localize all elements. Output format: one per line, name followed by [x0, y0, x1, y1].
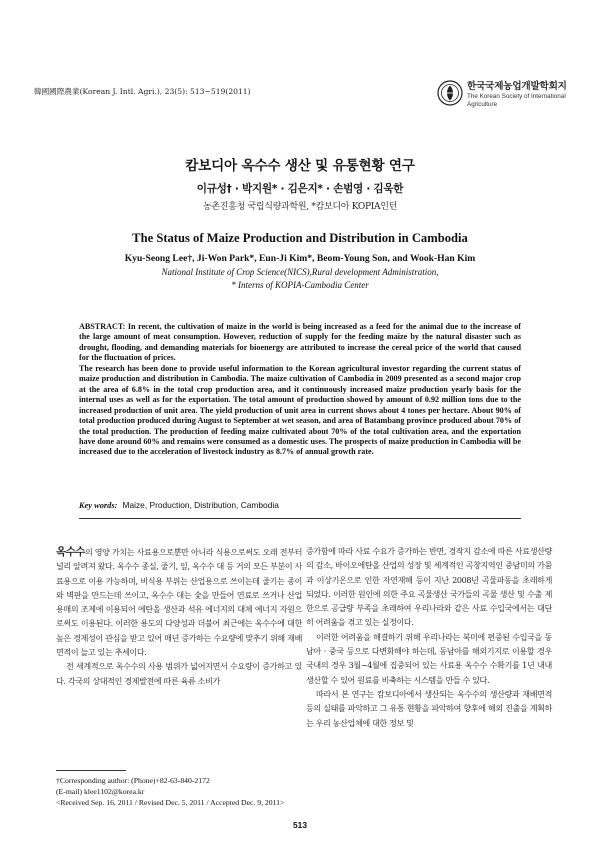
keywords-label: Key words:	[79, 501, 118, 510]
society-header	[437, 78, 577, 110]
body-paragraph: 이러한 어려움을 해결하기 위해 우리나라는 북미에 편중된 수입국을 동남아 · 중국 등으로 다변화해야 하는데, 동남아를 해외기지로 이용할 경우 국내의 경우 3월~4월에 집중되어 있는 사료용 옥수수 수확기를 1년 내내 생산할 수 있어 원료를 비축하는 시스템을 만들 수 있다.	[306, 632, 552, 685]
affiliation-en-line2: * Interns of KOPIA-Cambodia Center	[231, 280, 369, 290]
footnote-divider	[56, 770, 126, 771]
society-name-kr: 한국국제농업개발학회지	[467, 81, 567, 92]
body-column-left	[56, 545, 302, 689]
affiliation-en-line1: National Institute of Crop Science(NICS),Rural development Administration,	[161, 267, 439, 277]
abstract-paragraph-1: ABSTRACT: In recent, the cultivation of maize in the world is being increased as a feed for the animal due to the increase of the large amount of meat consumption. However, reduction of supply for the feeding maize by the natural disaster such as drought, flooding, and demanding materials for bioenergy are attributed to increase the cereal price of the world that caused for the fluctuation of prices.	[79, 322, 521, 363]
body-column-right	[306, 545, 552, 731]
footnote-received-dates: <Received Sep. 16, 2011 / Revised Dec. 5, 2011 / Accepted Dec. 9, 2011>	[56, 798, 285, 807]
abstract-paragraph-2: The research has been done to provide useful information to the Korean agricultural investor regarding the current status of maize production and distribution in Cambodia. The maize cultivation of Cambodia in 2009 presented as a second major crop at the area of 6.8% in the total crop production area, and it continuously increased maize production yearly basis for the internal uses as well as for the exportation. The total amount of production showed by amount of 0.92 million tons due to the increased production of unit area. The yield production of unit area in current shows about 4 tones per hectare. About 90% of total production produced during August to September at wet season, and area of Batambang province produced about 70% of the total production. The production of feeding maize cultivated about 70% of the total cultivation area, and the exportation have done around 60% and remains were consumed as a domestic uses. The prospects of maize production in Cambodia will be increased due to the acceleration of livestock industry as 8.7% of annual growth rate.	[79, 363, 521, 457]
page-number: 513	[293, 820, 307, 830]
authors-en: Kyu-Seong Lee†, Ji-Won Park*, Eun-Ji Kim*, Beom-Young Son, and Wook-Han Kim	[124, 253, 476, 264]
body-paragraph: 따라서 본 연구는 캄보디아에서 생산되는 옥수수의 생산량과 재배면적 등의 실태를 파악하고 그 유통 현황을 파악하여 향후에 해외 진출을 계획하는 우리 농산업체에 대한 정보 및	[306, 689, 552, 728]
body-text: 의 영양 가치는 사료용으로뿐만 아니라 식용으로써도 오래 전부터 널리 알려져 왔다. 옥수수 종실, 줄기, 잎, 옥수수 대 등 거의 모든 부분이 사료용으로 이용 가능하며, 비식용 부위는 산업용으로 쓰이는데 줄기는 종이와 벽판을 만드는데 쓰이고, 옥수수 대는 숯을 만들어 연료로 쓰거나 산업 용매의 조제에 이용되어 에탄올 생산과 석유 에너지의 대체 에너지 자원으로써도 이용된다. 이러한 용도의 다양성과 더불어 최근에는 옥수수에 대한 높은 경제성이 관심을 받고 있어 매년 증가하는 수요량에 맞추기 위해 재배면적이 늘고 있는 추세이다.	[56, 548, 302, 658]
abstract-divider	[79, 518, 521, 519]
authors-kr: 이규성† · 박지원* · 김은지* · 손범영 · 김욱한	[196, 183, 404, 195]
paper-title-kr: 캄보디아 옥수수 생산 및 유통현황 연구	[185, 158, 415, 174]
society-emblem-icon	[437, 80, 463, 106]
paper-title-en: The Status of Maize Production and Distribution in Cambodia	[132, 231, 468, 245]
journal-reference: 韓國國際農業(Korean J. Intl. Agri.), 23(5): 513~519(2011)	[34, 87, 251, 96]
society-name-en-line2: Agriculture	[467, 101, 498, 108]
body-paragraph	[56, 545, 302, 660]
keywords	[79, 500, 521, 510]
footnote-email: (E-mail) klee1102@korea.kr	[56, 787, 145, 796]
society-name-en-line1: The Korean Society of International	[467, 93, 566, 100]
lead-word: 옥수수	[56, 546, 85, 558]
keywords-list: Maize, Production, Distribution, Cambodia	[122, 500, 279, 510]
body-paragraph: 증가함에 따라 사료 수요가 증가하는 반면, 경작지 감소에 따른 사료생산량의 감소, 바이오에탄올 산업의 성장 및 세계적인 곡창지역인 중남미의 가뭄과 이상기온으로 인한 자연재해 등이 지난 2008년 곡물파동을 초래하게 되었다. 이러한 원인에 의한 주요 곡물생산 국가들의 곡물 생산 및 수출 제한으로 공급량 부족을 초래하여 우리나라와 같은 사료 수입국에서는 대단히 어려움을 겪고 있는 실정이다.	[306, 547, 552, 628]
footnote-corresponding-author: †Corresponding author: (Phone)+82-63-840-2172	[56, 776, 210, 785]
affiliation-kr: 농촌진흥청 국립식량과학원, *캄보디아 KOPIA인턴	[202, 202, 397, 212]
body-paragraph: 전 세계적으로 옥수수의 사용 범위가 넓어지면서 수요량이 증가하고 있다. 각국의 상대적인 경제발전에 따른 육류 소비가	[56, 662, 302, 686]
abstract	[79, 322, 521, 458]
